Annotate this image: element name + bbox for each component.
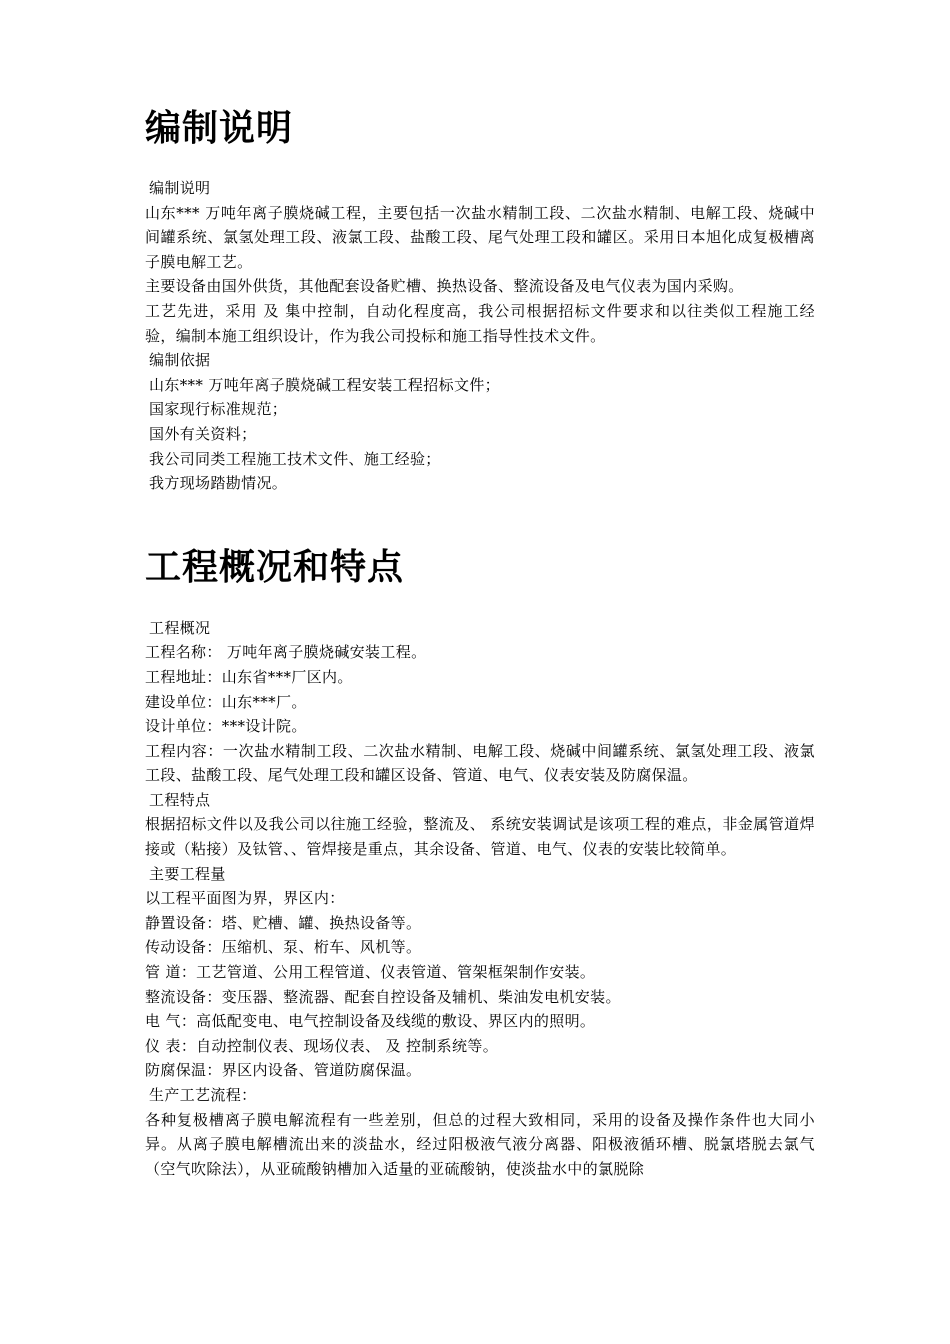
sub-heading-overview: 工程概况 <box>149 618 211 637</box>
intro-paragraph-2: 主要设备由国外供货，其他配套设备贮槽、换热设备、整流设备及电气仪表为国内采购。 <box>145 277 744 296</box>
basis-item: 国外有关资料； <box>149 424 257 443</box>
content-paragraph: 工程内容：一次盐水精制工段、二次盐水精制、电解工段、烧碱中间罐系统、氯氢处理工段、液氯工段、盐酸工段、尾气处理工段和罐区设备、管道、电气、仪表安装及防腐保温。 <box>145 741 815 785</box>
intro-paragraph-1: 山东*** 万吨年离子膜烧碱工程，主要包括一次盐水精制工段、二次盐水精制、电解工段、烧碱中间罐系统、氯氢处理工段、液氯工段、盐酸工段、尾气处理工段和罐区。采用日本旭化成复极槽离子膜电解工艺。 <box>145 203 815 271</box>
quantity-line: 静置设备：塔、贮槽、罐、换热设备等。 <box>145 913 422 932</box>
overview-line: 工程名称： 万吨年离子膜烧碱安装工程。 <box>145 643 427 662</box>
quantity-line: 以工程平面图为界，界区内： <box>145 889 345 908</box>
quantity-line: 管 道：工艺管道、公用工程管道、仪表管道、管架框架制作安装。 <box>145 963 596 982</box>
quantity-line: 传动设备：压缩机、泵、桁车、风机等。 <box>145 938 422 957</box>
overview-line: 建设单位：山东***厂。 <box>145 692 307 711</box>
quantity-line: 整流设备：变压器、整流器、配套自控设备及辅机、柴油发电机安装。 <box>145 987 621 1006</box>
document-page <box>145 0 815 1181</box>
sub-heading-process: 生产工艺流程： <box>149 1086 257 1104</box>
intro-paragraph-3: 工艺先进，采用 及 集中控制，自动化程度高，我公司根据招标文件要求和以往类似工程施工经验，编制本施工组织设计，作为我公司投标和施工指导性技术文件。 <box>145 301 815 345</box>
sub-heading-features: 工程特点 <box>149 790 211 809</box>
quantity-line: 仪 表：自动控制仪表、现场仪表、 及 控制系统等。 <box>145 1036 499 1055</box>
sub-heading-quantity: 主要工程量 <box>149 864 226 883</box>
process-paragraph: 各种复极槽离子膜电解流程有一些差别，但总的过程大致相同，采用的设备及操作条件也大同小异。从离子膜电解槽流出来的淡盐水，经过阳极液气液分离器、阳极液循环槽、脱氯塔脱去氯气（空气吹除法），从亚硫酸钠槽加入适量的亚硫酸钠，使淡盐水中的氯脱除 <box>145 1110 815 1178</box>
features-paragraph: 根据招标文件以及我公司以往施工经验，整流及、 系统安装调试是该项工程的难点，非金属管道焊接或（粘接）及钛管、、管焊接是重点，其余设备、管道、电气、仪表的安装比较简单。 <box>145 815 815 859</box>
section-heading-compilation: 编制说明 <box>145 108 294 149</box>
basis-item: 我方现场踏勘情况。 <box>149 474 288 493</box>
basis-item: 国家现行标准规范； <box>149 400 288 419</box>
quantity-line: 防腐保温：界区内设备、管道防腐保温。 <box>145 1061 422 1080</box>
basis-item: 山东*** 万吨年离子膜烧碱工程安装工程招标文件； <box>149 375 501 394</box>
overview-line: 设计单位：***设计院。 <box>145 717 307 736</box>
sub-heading-basis: 编制依据 <box>149 351 211 370</box>
overview-line: 工程地址：山东省***厂区内。 <box>145 667 353 686</box>
section-heading-overview: 工程概况和特点 <box>145 546 405 588</box>
quantity-line: 电 气：高低配变电、电气控制设备及线缆的敷设、界区内的照明。 <box>145 1012 596 1031</box>
sub-heading-compilation: 编制说明 <box>149 179 211 197</box>
basis-item: 我公司同类工程施工技术文件、施工经验； <box>149 449 441 468</box>
